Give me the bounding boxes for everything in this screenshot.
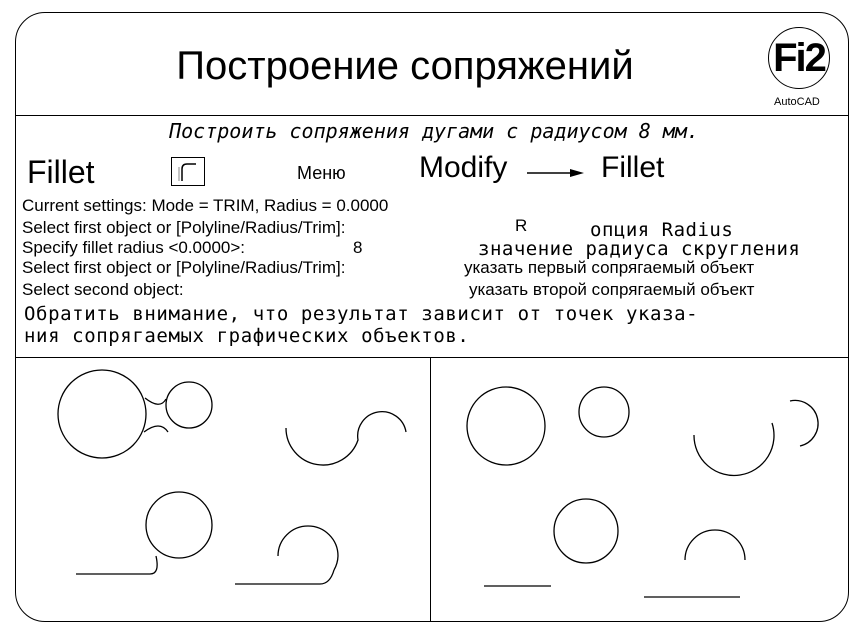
prompt-line-4: Select first object or [Polyline/Radius/Trim]: [22, 258, 346, 277]
command-name: Fillet [27, 154, 95, 190]
prompt-hint-2: опция Radius [590, 219, 734, 241]
note-line-1: Обратить внимание, что результат зависит от точек указа- [24, 303, 699, 325]
menu-modify[interactable]: Modify [419, 151, 508, 184]
prompt-input-3: 8 [353, 238, 363, 257]
prompt-hint-5: указать второй сопрягаемый объект [469, 280, 755, 299]
prompt-hint-4: указать первый сопрягаемый объект [464, 258, 755, 277]
logo-subtitle: AutoCAD [774, 96, 820, 108]
drawings-center-divider [430, 357, 431, 622]
task-statement: Построить сопряжения дугами с радиусом 8 мм. [169, 119, 699, 143]
prompt-line-3: Specify fillet radius <0.0000>: [22, 238, 246, 257]
prompt-line-1: Current settings: Mode = TRIM, Radius = 0.0000 [22, 196, 389, 215]
header-divider [15, 115, 849, 116]
prompt-line-2: Select first object or [Polyline/Radius/Trim]: [22, 218, 346, 237]
fillet-icon [172, 158, 204, 185]
prompt-input-2: R [515, 216, 528, 235]
logo-text: Fi2 [773, 35, 825, 80]
note-line-2: ния сопрягаемых графических объектов. [24, 325, 470, 347]
menu-label: Меню [297, 163, 346, 183]
drawings-divider [15, 357, 849, 358]
prompt-hint-3: значение радиуса скругления [478, 238, 801, 260]
fillet-toolbar-button[interactable] [171, 157, 205, 186]
page-title: Построение сопряжений [176, 44, 634, 88]
prompt-line-5: Select second object: [22, 280, 184, 299]
menu-fillet[interactable]: Fillet [601, 151, 665, 184]
logo [768, 27, 830, 89]
